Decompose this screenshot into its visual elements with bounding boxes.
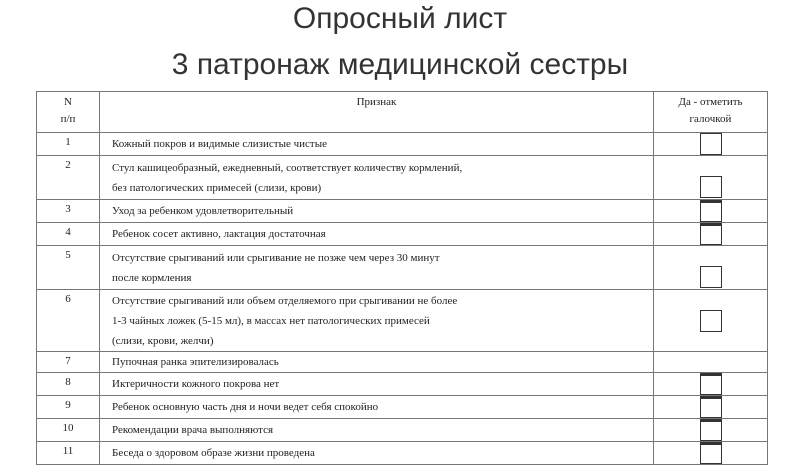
checkbox[interactable] <box>700 200 722 222</box>
row-number: 5 <box>37 246 100 290</box>
row-number: 10 <box>37 419 100 442</box>
checkbox[interactable] <box>700 373 722 395</box>
row-sign-line: Беседа о здоровом образе жизни проведена <box>112 447 315 459</box>
checkbox[interactable] <box>700 176 722 198</box>
row-sign-line: Отсутствие срыгиваний или объем отделяемого при срыгивании не более <box>112 294 458 307</box>
table-header-row <box>37 92 768 133</box>
header-num-line: N <box>64 96 72 108</box>
row-sign-line: Пупочная ранка эпителизировалась <box>112 356 279 368</box>
row-sign <box>100 352 654 373</box>
table-row <box>37 133 768 156</box>
row-check-cell <box>654 373 768 396</box>
row-sign-line: Иктеричности кожного покрова нет <box>112 378 280 390</box>
row-number: 6 <box>37 290 100 352</box>
row-sign-line: Стул кашицеобразный, ежедневный, соответствует количеству кормлений, <box>112 161 463 174</box>
table-row <box>37 396 768 419</box>
title-line-1: Опросный лист <box>292 2 508 35</box>
header-check-line: галочкой <box>689 113 732 125</box>
checkbox[interactable] <box>700 133 722 155</box>
row-sign-line: Уход за ребенком удовлетворительный <box>112 205 294 217</box>
table-row <box>37 442 768 465</box>
row-sign <box>100 290 654 352</box>
row-number: 2 <box>37 156 100 200</box>
checkbox[interactable] <box>700 442 722 464</box>
header-check-line: Да - отметить <box>678 96 743 108</box>
row-sign-line: после кормления <box>112 271 192 284</box>
row-sign-line: Ребенок основную часть дня и ночи ведет себя спокойно <box>112 401 379 413</box>
row-sign-line: Рекомендации врача выполняются <box>112 424 274 436</box>
row-sign <box>100 133 654 156</box>
row-sign <box>100 396 654 419</box>
checkbox[interactable] <box>700 419 722 441</box>
table-row <box>37 246 768 290</box>
table-row <box>37 352 768 373</box>
row-sign-line: Отсутствие срыгиваний или срыгивание не позже чем через 30 минут <box>112 251 440 264</box>
table-row <box>37 156 768 200</box>
checkbox[interactable] <box>700 396 722 418</box>
row-sign-line: (слизи, крови, желчи) <box>112 334 214 347</box>
row-check-cell <box>654 352 768 373</box>
row-sign-line: Кожный покров и видимые слизистые чистые <box>112 138 327 150</box>
checkbox[interactable] <box>700 223 722 245</box>
row-check-cell <box>654 246 768 290</box>
row-check-cell <box>654 223 768 246</box>
row-number: 3 <box>37 200 100 223</box>
row-check-cell <box>654 442 768 465</box>
row-sign <box>100 223 654 246</box>
header-num-line: п/п <box>60 113 76 125</box>
row-check-cell <box>654 133 768 156</box>
row-number: 11 <box>37 442 100 465</box>
row-sign <box>100 442 654 465</box>
row-number: 7 <box>37 352 100 373</box>
table-row <box>37 200 768 223</box>
row-check-cell <box>654 290 768 352</box>
row-sign <box>100 246 654 290</box>
row-check-cell <box>654 156 768 200</box>
row-sign-line: 1-3 чайных ложек (5-15 мл), в массах нет патологических примесей <box>112 314 430 327</box>
header-sign: Признак <box>100 92 654 133</box>
row-check-cell <box>654 396 768 419</box>
header-check <box>654 92 768 133</box>
row-number: 1 <box>37 133 100 156</box>
row-number: 4 <box>37 223 100 246</box>
table-row <box>37 373 768 396</box>
checkbox[interactable] <box>700 266 722 288</box>
questionnaire-table <box>36 91 768 465</box>
row-sign <box>100 156 654 200</box>
row-sign-line: Ребенок сосет активно, лактация достаточная <box>112 228 326 240</box>
checkbox[interactable] <box>700 310 722 332</box>
title-line-2: 3 патронаж медицинской сестры <box>171 48 629 81</box>
row-sign-line: без патологических примесей (слизи, крови) <box>112 181 322 194</box>
row-number: 9 <box>37 396 100 419</box>
row-sign <box>100 373 654 396</box>
row-sign <box>100 419 654 442</box>
row-check-cell <box>654 419 768 442</box>
row-check-cell <box>654 200 768 223</box>
row-sign <box>100 200 654 223</box>
table-row <box>37 223 768 246</box>
header-num <box>37 92 100 133</box>
table-row <box>37 290 768 352</box>
table-row <box>37 419 768 442</box>
row-number: 8 <box>37 373 100 396</box>
